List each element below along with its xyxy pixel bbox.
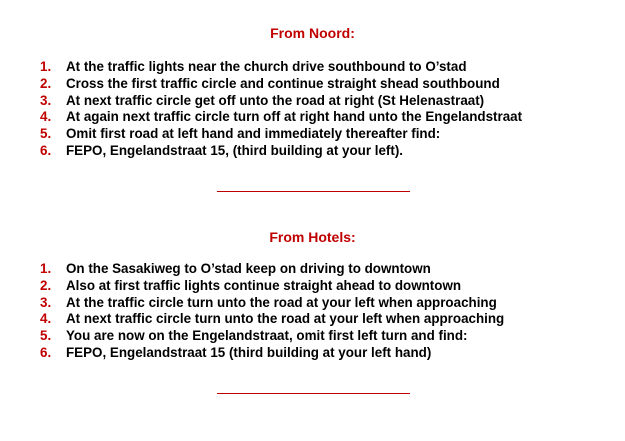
step-text: Omit first road at left hand and immediately thereafter find: [66,126,441,142]
step-number: 6. [40,344,52,360]
step-text: On the Sasakiweg to O’stad keep on driving to downtown [66,261,431,276]
section-divider [217,191,410,192]
step-number: 2. [40,277,52,293]
section-title-hotels: From Hotels: [269,229,356,245]
step-text: At next traffic circle turn unto the road at your left when approaching [66,311,505,327]
step-number: 4. [40,311,52,327]
step-text: At the traffic circle turn unto the road at your left when approaching [66,294,497,310]
step-number: 1. [40,59,52,74]
section-title-noord: From Noord: [270,25,355,41]
step-number: 5. [40,126,52,142]
step-number: 5. [40,328,52,344]
step-text: At next traffic circle get off unto the road at right (St Helenastraat) [66,92,485,108]
step-text: Also at first traffic lights continue straight ahead to downtown [66,277,462,293]
step-text: FEPO, Engelandstraat 15 (third building at your left hand) [66,344,432,360]
step-number: 2. [40,75,52,91]
step-text: Cross the first traffic circle and continue straight shead southbound [66,75,500,91]
section-divider [217,393,410,394]
step-text: At again next traffic circle turn off at right hand unto the Engelandstraat [66,109,523,125]
step-number: 4. [40,109,52,125]
step-number: 3. [40,92,52,108]
step-text: FEPO, Engelandstraat 15, (third building at your left). [66,142,404,158]
step-text: You are now on the Engelandstraat, omit first left turn and find: [66,328,468,344]
step-text: At the traffic lights near the church drive southbound to O’stad [66,59,467,74]
step-number: 3. [40,294,52,310]
step-number: 6. [40,142,52,158]
step-number: 1. [40,261,52,276]
